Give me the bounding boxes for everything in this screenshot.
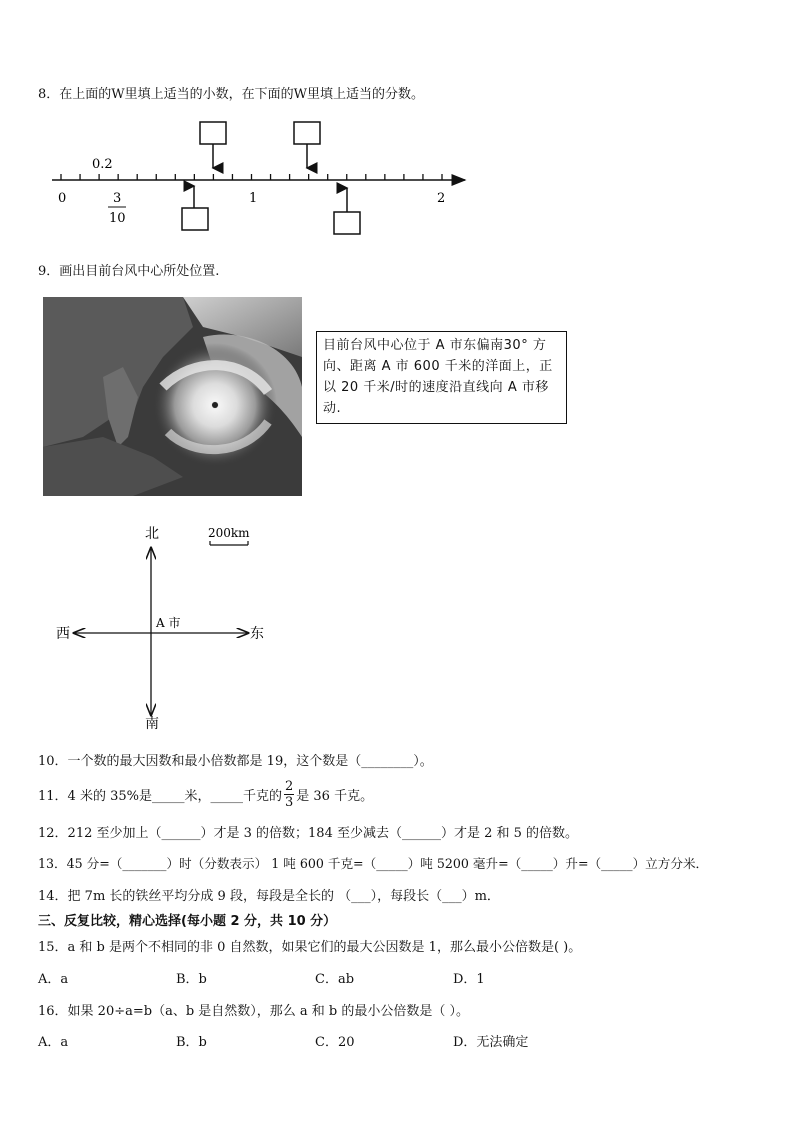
label-fraction-numerator: 3	[113, 191, 122, 206]
north-label: 北	[145, 526, 159, 542]
question-15-text: 15．a 和 b 是两个不相同的非 0 自然数，如果它们的最大公因数是 1，那么最小公倍数是( )。	[38, 940, 582, 955]
q15-option-c[interactable]: C．ab	[315, 972, 355, 987]
q15-option-a[interactable]: A．a	[38, 972, 69, 987]
city-a-label: A 市	[156, 616, 181, 630]
q16-option-c[interactable]: C．20	[315, 1035, 355, 1050]
label-point-two: 0.2	[92, 157, 113, 172]
south-label: 南	[145, 716, 159, 732]
q16-option-a[interactable]: A．a	[38, 1035, 69, 1050]
label-two: 2	[437, 191, 446, 206]
typhoon-info-box: 目前台风中心位于 A 市东偏南30° 方向、距离 A 市 600 千米的洋面上，正以 20 千米/时的速度沿直线向 A 市移动.	[316, 331, 567, 424]
question-11-fraction: 2 3	[284, 778, 294, 810]
number-line-ticks	[61, 174, 442, 180]
label-one: 1	[249, 191, 258, 206]
question-9-text: 9．画出目前台风中心所处位置.	[38, 264, 220, 279]
section-3-heading: 三、反复比较，精心选择(每小题 2 分，共 10 分）	[38, 914, 337, 929]
question-14-text: 14．把 7m 长的铁丝平均分成 9 段，每段是全长的 （___），每段长（___）m．	[38, 889, 500, 904]
compass-diagram	[50, 520, 280, 735]
q15-option-b[interactable]: B．b	[176, 972, 207, 987]
typhoon-satellite-image	[43, 297, 302, 496]
question-13-text: 13．45 分=（_______）时（分数表示） 1 吨 600 千克=（_____）吨 5200 毫升=（_____）升=（_____）立方分米．	[38, 856, 709, 871]
east-label: 东	[250, 626, 264, 642]
west-label: 西	[56, 626, 70, 642]
upper-answer-box-1[interactable]	[200, 122, 226, 144]
label-zero: 0	[58, 191, 67, 206]
question-11	[38, 774, 373, 814]
upper-answer-box-2[interactable]	[294, 122, 320, 144]
q16-option-d[interactable]: D．无法确定	[453, 1035, 529, 1050]
label-fraction-denominator: 10	[109, 211, 126, 226]
lower-answer-box-2[interactable]	[334, 212, 360, 234]
question-8-text: 8．在上面的W里填上适当的小数，在下面的W里填上适当的分数。	[38, 87, 424, 102]
q15-option-d[interactable]: D．1	[453, 972, 485, 987]
scale-label: 200km	[208, 526, 250, 540]
question-16-text: 16．如果 20÷a=b（a、b 是自然数），那么 a 和 b 的最小公倍数是（ ）。	[38, 1004, 470, 1019]
question-12-text: 12．212 至少加上（______）才是 3 的倍数；184 至少减去（______）才是 2 和 5 的倍数。	[38, 826, 579, 841]
question-10-text: 10．一个数的最大因数和最小倍数都是 19，这个数是（________）。	[38, 754, 433, 769]
number-line-figure	[0, 110, 500, 240]
question-11-part1: 11．4 米的 35%是_____米，_____千克的	[38, 788, 282, 804]
q16-option-b[interactable]: B．b	[176, 1035, 207, 1050]
question-11-part2: 是 36 千克。	[296, 788, 374, 804]
lower-answer-box-1[interactable]	[182, 208, 208, 230]
